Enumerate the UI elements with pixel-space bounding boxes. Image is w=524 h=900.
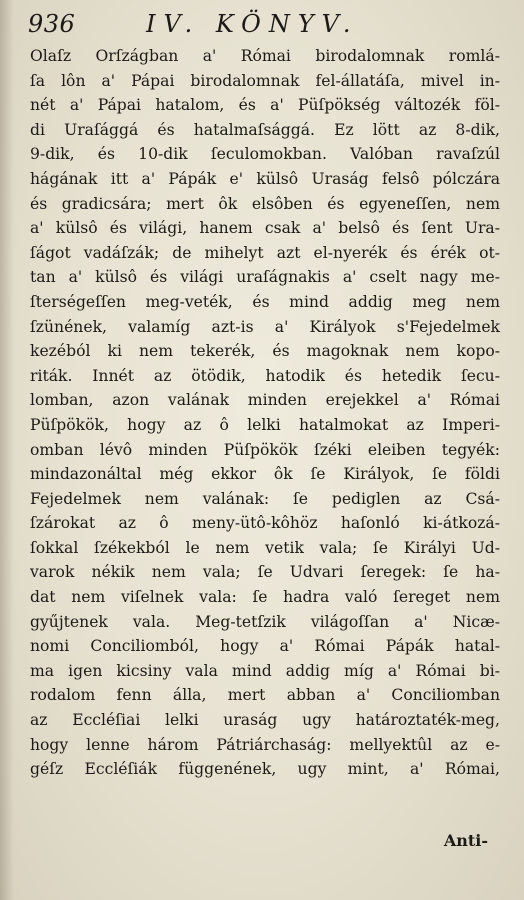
text-line: ſokkal ſzékekból le nem vetik vala; ſe Királyi Ud- xyxy=(30,538,500,557)
text-line: hágának itt a' Pápák e' külsô Uraság felsô pólczára xyxy=(30,169,500,188)
text-line: Olaſz Orſzágban a' Római birodalomnak romlá- xyxy=(30,47,500,65)
page-number: 936 xyxy=(28,10,76,38)
text-line: az Eccléſiai lelki uraság ugy határoztaték-meg, xyxy=(30,711,500,730)
text-line: rodalom fenn álla, mert abban a' Conciliomban xyxy=(30,686,500,705)
text-line: a' külsô és világi, hanem csak a' belsô és ſent Ura- xyxy=(30,219,500,238)
text-line: kezéból ki nem tekerék, és magoknak nem kopo- xyxy=(30,342,500,361)
text-line: ſzünének, valamíg azt-is a' Királyok s'Fejedelmek xyxy=(30,317,500,336)
text-line: és gradicsára; mert ôk elsôben és egyeneſſen, nem xyxy=(30,194,500,213)
text-line: varok nékik nem vala; ſe Udvari ſeregek: ſe ha- xyxy=(30,563,500,582)
text-line: nét a' Pápai hatalom, és a' Püſpökség változék föl- xyxy=(30,96,500,115)
text-line: gyűjtenek vala. Meg-tetſzik világoſſan a' Nicæ- xyxy=(30,612,500,631)
text-line: géſz Eccléſiák függenének, ugy mint, a' Római, xyxy=(30,760,500,779)
text-line: tan a' külsô és világi uraſágnakis a' cselt nagy me- xyxy=(30,268,500,287)
text-line: di Uraſággá és hatalmaſsággá. Ez lött az 8-dik, xyxy=(30,120,500,139)
text-line: mindazonáltal még ekkor ôk ſe Királyok, ſe földi xyxy=(30,465,500,484)
text-line: riták. Innét az ötödik, hatodik és hetedik ſecu- xyxy=(30,366,500,385)
text-line: lomban, azon valának minden erejekkel a' Római xyxy=(30,391,500,410)
page-header xyxy=(28,10,498,40)
text-line: Püſpökök, hogy az ô lelki hatalmokat az Imperi- xyxy=(30,415,500,434)
text-line: Fejedelmek nem valának: ſe pediglen az Csá- xyxy=(30,489,500,508)
text-line: 9-dik, és 10-dik ſeculomokban. Valóban ravaſzúl xyxy=(30,145,500,164)
text-line: ſterségeſſen meg-veték, és mind addig meg nem xyxy=(30,292,500,311)
text-line: nomi Conciliomból, hogy a' Római Pápák hatal- xyxy=(30,637,500,656)
body-text xyxy=(30,44,500,782)
text-line: ſzárokat az ô meny-ütô-kôhöz haſonló ki-átkozá- xyxy=(30,514,500,533)
text-line: hogy lenne három Pátriárchaság: mellyektûl az e- xyxy=(30,735,500,754)
text-line: omban lévô minden Püſpökök ſzéki eleiben tegyék: xyxy=(30,440,500,459)
text-line: ſa lôn a' Pápai birodalomnak fel-állatáſa, mivel in- xyxy=(30,71,500,90)
running-head: IV. KÖNYV. xyxy=(146,10,359,38)
text-line: dat nem viſelnek vala: ſe hadra való ſereget nem xyxy=(30,588,500,607)
text-line: ſágot vadáſzák; de mihelyt azt el-nyerék és érék ot- xyxy=(30,243,500,262)
catchword: Anti- xyxy=(443,831,488,850)
page-edge-shadow xyxy=(0,0,14,900)
text-line: ma igen kicsiny vala mind addig míg a' Római bi- xyxy=(30,661,500,680)
